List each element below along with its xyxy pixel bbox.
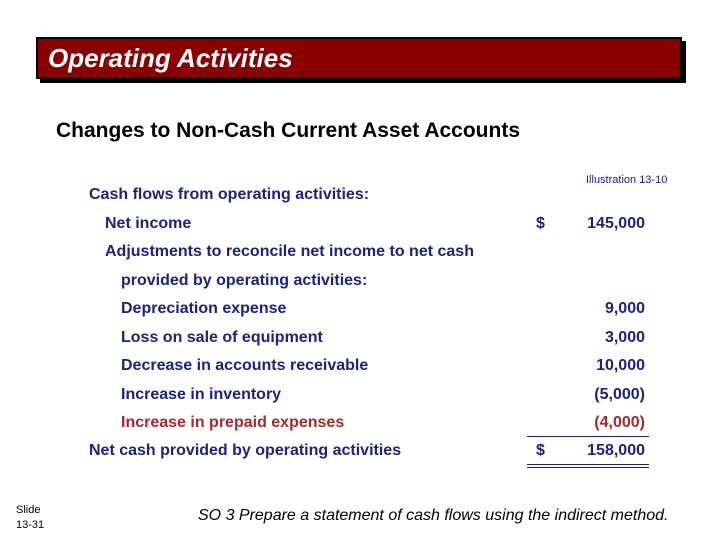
slide-number-value: 13-31 [16,519,45,531]
adjustment-item-row [0,386,720,410]
adjustment-item-amount: 3,000 [604,329,645,346]
adjustment-item-label: Increase in inventory [121,386,282,403]
slide-subtitle: Changes to Non-Cash Current Asset Accounts [56,119,520,142]
net-income-dollar: $ [536,215,545,232]
adjustment-item-row [0,329,720,353]
subtotal-rule [527,436,649,437]
total-dollar: $ [536,442,545,459]
slide-label: Slide [16,504,41,516]
adjustment-item-row [0,300,720,324]
adjustments-label-2: provided by operating activities: [121,272,368,289]
adjustment-item-label: Depreciation expense [121,300,287,317]
adjustments-row-1 [0,243,720,267]
total-label: Net cash provided by operating activities [89,442,402,459]
adjustments-label-1: Adjustments to reconcile net income to net cash [105,243,474,260]
slide-title: Operating Activities [48,43,293,73]
adjustment-item-label: Decrease in accounts receivable [121,357,369,374]
adjustment-item-row-highlighted [0,414,720,438]
statement-heading-row [0,186,720,210]
slide-number [16,503,44,533]
adjustment-item-amount: (4,000) [594,414,645,431]
net-income-label: Net income [105,215,192,232]
study-objective-footer: SO 3 Prepare a statement of cash flows using the indirect method. [198,507,669,524]
adjustment-item-amount: (5,000) [594,386,645,403]
adjustment-item-amount: 9,000 [604,300,645,317]
net-income-row [0,215,720,239]
total-row [0,442,720,466]
adjustment-item-row [0,357,720,381]
adjustments-row-2 [0,272,720,296]
total-rule-2 [527,467,649,468]
adjustment-item-amount: 10,000 [596,357,645,374]
adjustment-item-label: Loss on sale of equipment [121,329,323,346]
illustration-label: Illustration 13-10 [586,174,668,186]
total-amount: 158,000 [587,442,645,459]
title-banner [36,37,682,79]
total-rule-1 [527,464,649,465]
statement-heading: Cash flows from operating activities: [89,186,370,203]
net-income-amount: 145,000 [587,215,645,232]
adjustment-item-label: Increase in prepaid expenses [121,414,345,431]
